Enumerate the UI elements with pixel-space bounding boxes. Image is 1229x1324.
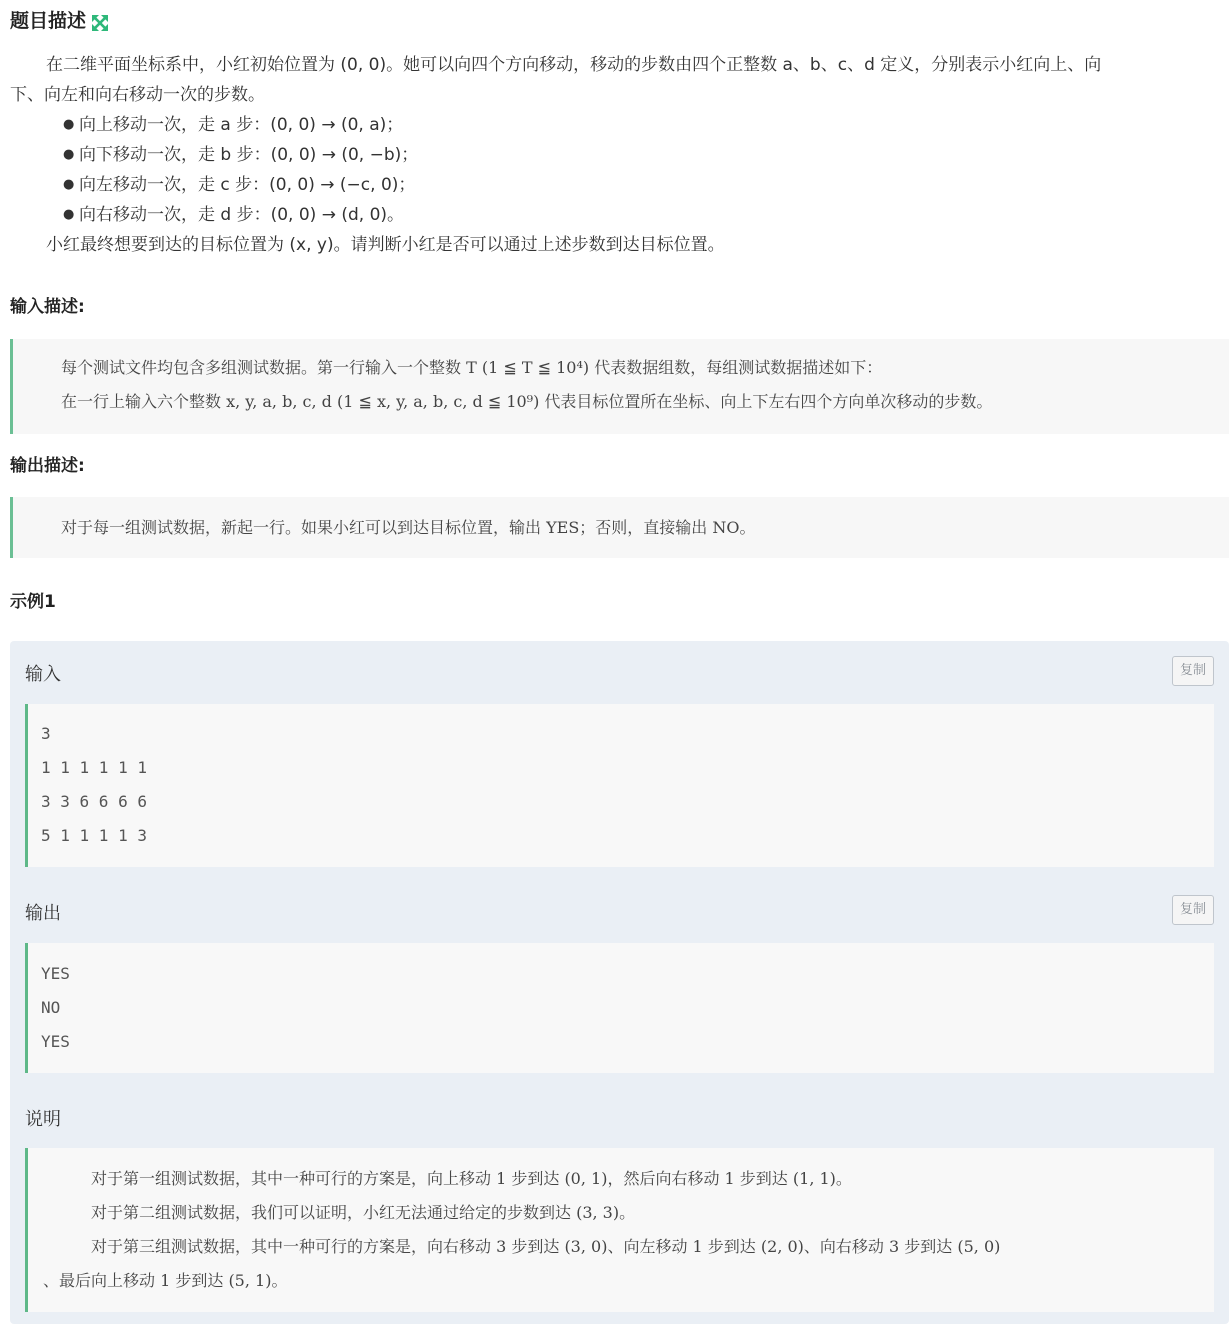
- code-line: 3: [41, 724, 51, 743]
- input-desc-line-2: 在一行上输入六个整数 x, y, a, b, c, d (1 ≦ x, y, a, b, c, d ≦ 10⁹) 代表目标位置所在坐标、向上下左右四个方向单次移动的步数。: [61, 392, 993, 411]
- code-line: 5 1 1 1 1 3: [41, 826, 147, 845]
- example-explanation: [25, 1148, 1214, 1312]
- example-input-label: 输入: [25, 664, 61, 685]
- code-line: 1 1 1 1 1 1: [41, 758, 147, 777]
- code-line: 3 3 6 6 6 6: [41, 792, 147, 811]
- intro-line-2: 下、向左和向右移动一次的步数。: [10, 85, 265, 105]
- copy-output-button[interactable]: 复制: [1172, 895, 1214, 925]
- explain-line-1: 对于第一组测试数据，其中一种可行的方案是，向上移动 1 步到达 (0, 1)，然后向右移动 1 步到达 (1, 1)。: [91, 1169, 852, 1188]
- code-line: YES: [41, 1032, 70, 1051]
- example-panel: [10, 641, 1229, 1324]
- output-desc-title: 输出描述:: [10, 456, 85, 476]
- list-item: ● 向左移动一次，走 c 步：(0, 0) → (−c, 0)；: [10, 170, 1220, 200]
- explain-line-2: 对于第二组测试数据，我们可以证明，小红无法通过给定的步数到达 (3, 3)。: [91, 1203, 636, 1222]
- expand-arrows-icon[interactable]: [91, 12, 109, 30]
- problem-description: [10, 50, 1220, 260]
- example-explain-label: 说明: [25, 1109, 61, 1130]
- list-item: ● 向上移动一次，走 a 步：(0, 0) → (0, a)；: [10, 110, 1220, 140]
- input-desc-title: 输入描述:: [10, 297, 85, 317]
- copy-input-button[interactable]: 复制: [1172, 656, 1214, 686]
- problem-title: [10, 7, 109, 35]
- list-item: ● 向下移动一次，走 b 步：(0, 0) → (0, −b)；: [10, 140, 1220, 170]
- closing-line: 小红最终想要到达的目标位置为 (x, y)。请判断小红是否可以通过上述步数到达目标位置。: [46, 235, 725, 255]
- move-list: [10, 110, 1220, 230]
- input-desc-line-1: 每个测试文件均包含多组测试数据。第一行输入一个整数 T (1 ≦ T ≦ 10⁴) 代表数据组数，每组测试数据描述如下：: [61, 358, 883, 377]
- example-output-label: 输出: [25, 903, 61, 924]
- output-desc-line-1: 对于每一组测试数据，新起一行。如果小红可以到达目标位置，输出 YES；否则，直接输出 NO。: [61, 518, 756, 537]
- code-line: NO: [41, 998, 61, 1017]
- output-desc-block: [10, 497, 1229, 558]
- intro-line-1: 在二维平面坐标系中，小红初始位置为 (0, 0)。她可以向四个方向移动，移动的步数由四个正整数 a、b、c、d 定义，分别表示小红向上、向: [46, 55, 1102, 75]
- example-title: 示例1: [10, 592, 56, 612]
- problem-title-text: 题目描述: [10, 10, 87, 32]
- explain-line-3: 对于第三组测试数据，其中一种可行的方案是，向右移动 3 步到达 (3, 0)、向左移动 1 步到达 (2, 0)、向右移动 3 步到达 (5, 0): [91, 1237, 1001, 1256]
- input-desc-block: [10, 339, 1229, 434]
- code-line: YES: [41, 964, 70, 983]
- list-item: ● 向右移动一次，走 d 步：(0, 0) → (d, 0)。: [10, 200, 1220, 230]
- explain-line-4: 、最后向上移动 1 步到达 (5, 1)。: [43, 1271, 288, 1290]
- example-input-code: [25, 704, 1214, 867]
- example-output-code: [25, 943, 1214, 1073]
